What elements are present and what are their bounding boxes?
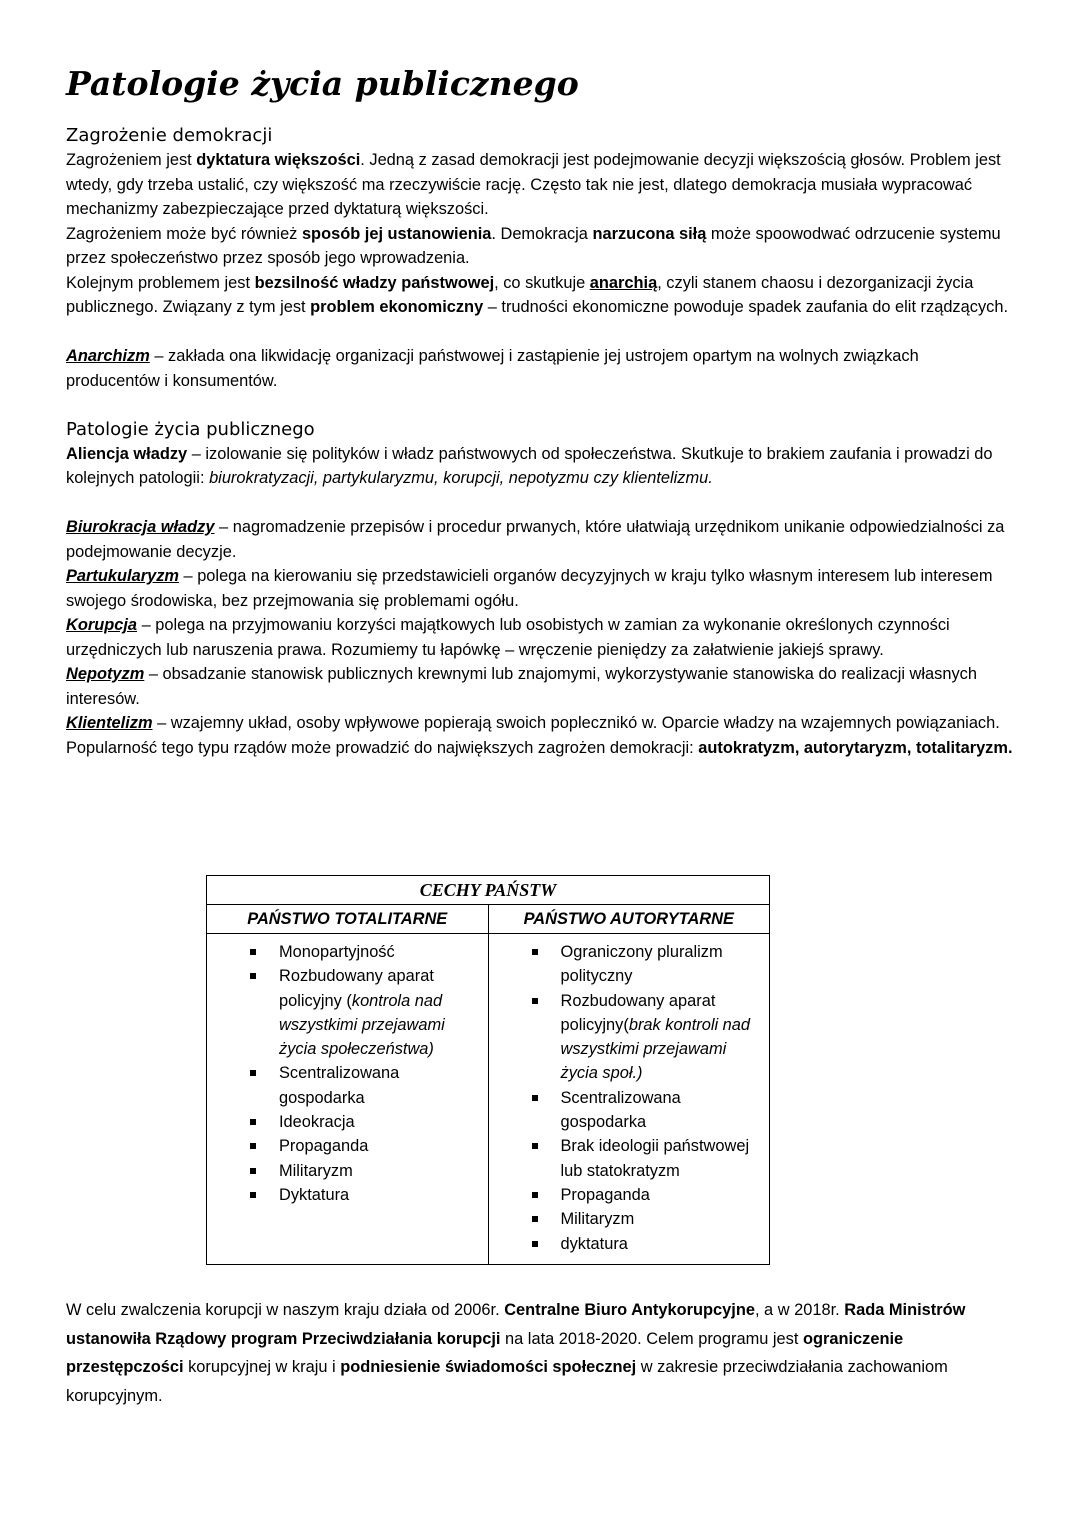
paragraph-dyktatura: Zagrożeniem jest dyktatura większości. Jedną z zasad demokracji jest podejmowanie decyzji większością głosów. Problem jest wtedy, gdy trzeba ustalić, czy większość ma rzeczywiście rację. Często tak nie jest, dlatego demokracja musiała wypracować mechanizmy zabezpieczające przed dyktaturą większości. bbox=[66, 151, 1001, 218]
list-item: dyktatura bbox=[489, 1232, 762, 1256]
closing-section bbox=[66, 1296, 1016, 1410]
section-heading-zagrozenie: Zagrożenie demokracji bbox=[66, 125, 273, 146]
paragraph-popularnosc: Popularność tego typu rządów może prowadzić do największych zagrożen demokracji: autokratyzm, autorytaryzm, totalitaryzm. bbox=[66, 738, 1013, 757]
list-item: Rozbudowany aparat policyjny(brak kontroli nad wszystkimi przejawami życia społ.) bbox=[489, 989, 762, 1086]
paragraph-sposob: Zagrożeniem może być również sposób jej ustanowienia. Demokracja narzucona siłą może spoowodwać odrzucenie systemu przez społeczeństwo przez sposób jego wprowadzenia. bbox=[66, 224, 1001, 267]
list-item: Rozbudowany aparat policyjny (kontrola nad wszystkimi przejawami życia społeczeństwa) bbox=[207, 964, 480, 1061]
paragraph-anarchizm: Anarchizm – zakłada ona likwidację organizacji państwowej i zastąpienie jej ustrojem opartym na wolnych związkach producentów i konsumentów. bbox=[66, 347, 919, 390]
paragraph-klientelizm: Klientelizm – wzajemny układ, osoby wpływowe popierają swoich poplecznikó w. Oparcie władzy na wzajemnych powiązaniach. bbox=[66, 714, 1000, 732]
document-body bbox=[66, 58, 1016, 760]
column-header-autorytarne: PAŃSTWO AUTORYTARNE bbox=[488, 905, 770, 934]
list-item: Scentralizowana gospodarka bbox=[207, 1061, 480, 1110]
features-table bbox=[206, 875, 770, 1265]
list-item: Brak ideologii państwowej lub statokratyzm bbox=[489, 1134, 762, 1183]
list-item: Ideokracja bbox=[207, 1110, 480, 1134]
list-item: Monopartyjność bbox=[207, 940, 480, 964]
paragraph-korupcja: Korupcja – polega na przyjmowaniu korzyści majątkowych lub osobistych w zamian za wykonanie określonych czynności urzędniczych lub naruszenia prawa. Rozumiemy tu łapówkę – wręczenie pieniędzy za załatwienie jakiejś sprawy. bbox=[66, 616, 950, 659]
paragraph-nepotyzm: Nepotyzm – obsadzanie stanowisk publicznych krewnymi lub znajomymi, wykorzystywanie stanowiska do realizacji własnych interesów. bbox=[66, 665, 977, 708]
list-item: Ograniczony pluralizm polityczny bbox=[489, 940, 762, 989]
list-item: Militaryzm bbox=[207, 1159, 480, 1183]
column-header-totalitarne: PAŃSTWO TOTALITARNE bbox=[207, 905, 489, 934]
list-item: Scentralizowana gospodarka bbox=[489, 1086, 762, 1135]
page-title: Patologie życia publicznego bbox=[66, 64, 579, 103]
paragraph-partykularyzm: Partukularyzm – polega na kierowaniu się przedstawicieli organów decyzyjnych w kraju tylko własnym interesem lub interesem swojego środowiska, bez przejmowania się problemami ogółu. bbox=[66, 567, 993, 610]
table-caption: CECHY PAŃSTW bbox=[207, 876, 770, 905]
list-item: Propaganda bbox=[207, 1134, 480, 1158]
list-item: Dyktatura bbox=[207, 1183, 480, 1207]
paragraph-cba: W celu zwalczenia korupcji w naszym kraju działa od 2006r. Centralne Biuro Antykorupcyjne, a w 2018r. Rada Ministrów ustanowiła Rządowy program Przeciwdziałania korupcji na lata 2018-2020. Celem programu jest ograniczenie przestępczości korupcyjnej w kraju i podniesienie świadomości społecznej w zakresie przeciwdziałania zachowaniom korupcyjnym. bbox=[66, 1301, 966, 1405]
column-autorytarne bbox=[488, 934, 770, 1265]
paragraph-bezsilnosc: Kolejnym problemem jest bezsilność władzy państwowej, co skutkuje anarchią, czyli stanem chaosu i dezorganizacji życia publicznego. Związany z tym jest problem ekonomiczny – trudności ekonomiczne powoduje spadek zaufania do elit rządzących. bbox=[66, 273, 1008, 316]
paragraph-alienacja: Aliencja władzy – izolowanie się polityków i władz państwowych od społeczeństwa. Skutkuje to brakiem zaufania i prowadzi do kolejnych patologii: biurokratyzacji, partykularyzmu, korupcji, nepotyzmu czy klientelizmu. bbox=[66, 444, 993, 487]
section-heading-patologie: Patologie życia publicznego bbox=[66, 418, 315, 440]
list-item: Militaryzm bbox=[489, 1207, 762, 1231]
list-item: Propaganda bbox=[489, 1183, 762, 1207]
column-totalitarne bbox=[207, 934, 489, 1265]
paragraph-biurokracja: Biurokracja władzy – nagromadzenie przepisów i procedur prwanych, które ułatwiają urzędnikom unikanie odpowiedzialności za podejmowanie decyzje. bbox=[66, 518, 1005, 561]
